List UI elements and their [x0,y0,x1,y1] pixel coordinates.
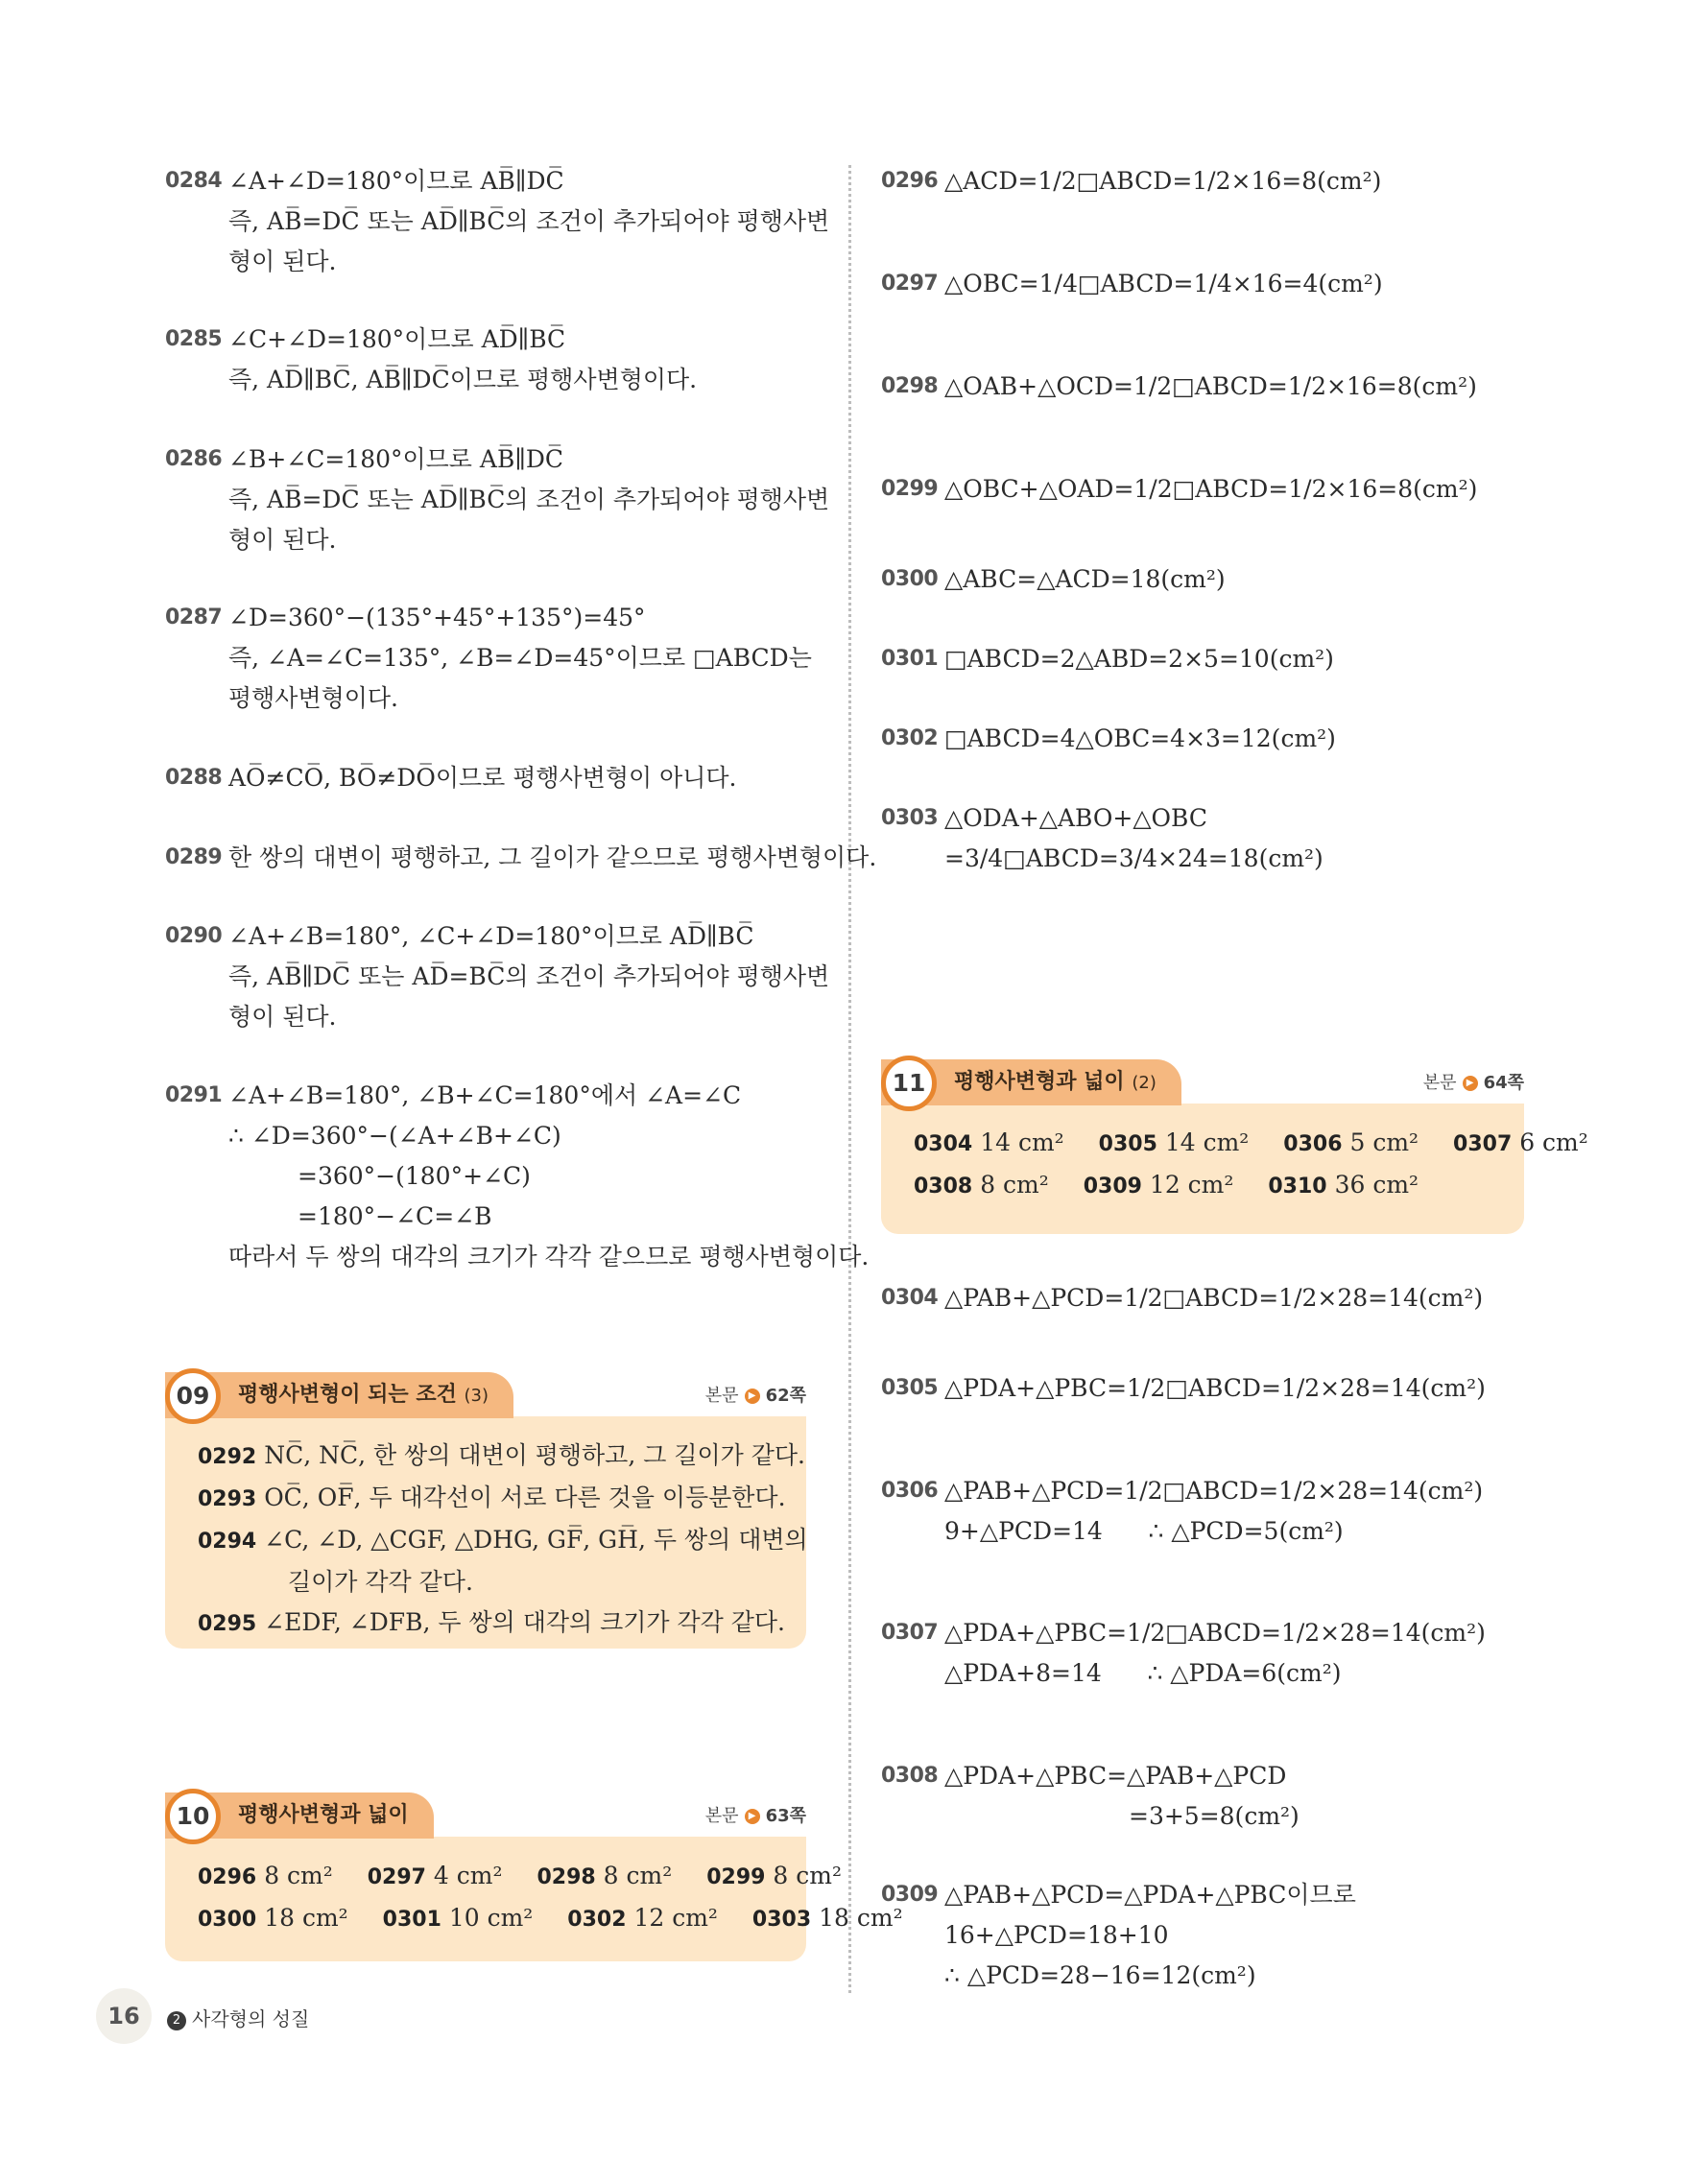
answer-item [1084,1165,1234,1207]
problem-0286 [165,439,830,560]
problem-line: □ABCD=4△OBC=4×3=12(cm²) [944,724,1336,752]
problem-line: 형이 된다. [228,248,337,275]
problem-number: 0297 [881,272,939,296]
problem-number: 0304 [881,1286,939,1310]
answer-number: 0299 [706,1865,766,1889]
problem-0301 [881,639,1534,679]
problem-line: △OBC=1/4□ABCD=1/4×16=4(cm²) [944,270,1383,297]
problem-0308 [881,1756,1534,1837]
problem-line: ∴ △PCD=28−16=12(cm²) [944,1961,1256,1989]
problem-number: 0307 [881,1621,939,1645]
answer-value: 14 cm² [980,1128,1064,1156]
answer-item [1453,1123,1588,1165]
page-number: 16 [96,1988,152,2044]
problem-number: 0285 [165,327,223,351]
problem-0299 [881,469,1534,510]
problem-line: 즉, AB̅=DC̅ 또는 AD̅∥BC̅의 조건이 추가되어야 평행사변 [228,207,830,235]
answer-value: 10 cm² [448,1904,534,1932]
problem-line: ∠C+∠D=180°이므로 AD̅∥BC̅ [228,325,566,353]
problem-number: 0298 [881,374,939,398]
answer-line [198,1436,805,1478]
answer-number: 0301 [382,1908,441,1932]
section-11 [881,1059,1588,1234]
section-number-badge: 09 [165,1368,221,1424]
problem-0309 [881,1875,1534,1996]
problem-0288 [165,758,818,798]
chapter-label [167,2004,309,2031]
textbook-reference [705,1802,806,1827]
answer-value: 8 cm² [603,1862,673,1889]
problem-line: △PAB+△PCD=1/2□ABCD=1/2×28=14(cm²) [944,1284,1484,1312]
problem-line: AO̅≠CO̅, BO̅≠DO̅이므로 평행사변형이 아니다. [228,764,737,792]
problem-line: □ABCD=2△ABD=2×5=10(cm²) [944,645,1334,673]
answer-item [198,1898,348,1940]
problem-number: 0291 [165,1083,223,1107]
problem-number: 0308 [881,1764,939,1788]
reference-label: 본문 [704,1386,739,1406]
problem-number: 0300 [881,567,939,591]
answer-line [198,1562,779,1602]
answer-text: OC̅, OF̅, 두 대각선이 서로 다른 것을 이등분한다. [264,1484,786,1511]
problem-number: 0290 [165,924,223,948]
answer-item [914,1165,1049,1207]
chapter-number-icon: 2 [167,2011,186,2030]
problem-line: 16+△PCD=18+10 [944,1921,1169,1949]
section-09 [165,1372,806,1649]
problem-0305 [881,1368,1534,1409]
problem-line: 따라서 두 쌍의 대각의 크기가 각각 같으므로 평행사변형이다. [228,1243,870,1270]
problem-line: △OAB+△OCD=1/2□ABCD=1/2×16=8(cm²) [944,372,1477,400]
problem-line: =3/4□ABCD=3/4×24=18(cm²) [944,844,1323,872]
problem-number: 0286 [165,447,223,471]
problem-line: △PAB+△PCD=△PDA+△PBC이므로 [944,1881,1356,1909]
answer-row [198,1898,903,1940]
answer-number: 0292 [198,1445,257,1469]
answer-value: 12 cm² [633,1904,718,1932]
reference-label: 본문 [704,1806,739,1826]
problem-0307 [881,1613,1534,1694]
problem-0285 [165,320,818,400]
answer-line [198,1520,808,1562]
answer-text: 길이가 각각 같다. [288,1568,473,1596]
problem-line: △OBC+△OAD=1/2□ABCD=1/2×16=8(cm²) [944,475,1478,503]
problem-0302 [881,719,1534,759]
answer-number: 0295 [198,1612,257,1636]
answer-row [198,1856,842,1898]
problem-number: 0288 [165,766,223,790]
answer-value: 18 cm² [819,1904,903,1932]
section-answer-box [881,1104,1588,1234]
column-divider [848,165,851,1993]
answer-item [1283,1123,1419,1165]
problem-line: 즉, AB̅=DC̅ 또는 AD̅∥BC̅의 조건이 추가되어야 평행사변 [228,486,830,513]
answer-number: 0294 [198,1530,257,1554]
answer-item [567,1898,718,1940]
section-number-badge: 11 [881,1056,937,1111]
arrow-right-icon: ▶ [1463,1076,1478,1091]
problem-0289 [165,838,877,878]
section-title: 평행사변형이 되는 조건 [238,1383,457,1407]
problem-number: 0284 [165,169,223,193]
problem-0300 [881,559,1534,600]
problem-number: 0309 [881,1883,939,1907]
problem-line: 형이 된다. [228,526,337,554]
problem-line: △ODA+△ABO+△OBC [944,804,1208,832]
problem-line: ∴ ∠D=360°−(∠A+∠B+∠C) [228,1122,561,1150]
problem-line: ∠A+∠D=180°이므로 AB̅∥DC̅ [228,167,564,195]
answer-number: 0307 [1453,1132,1513,1156]
answer-item [537,1856,672,1898]
section-part: (2) [1132,1073,1156,1093]
problem-line: △ABC=△ACD=18(cm²) [944,565,1226,593]
answer-line [198,1478,786,1520]
section-title: 평행사변형과 넓이 [954,1070,1125,1094]
reference-page: 64쪽 [1483,1073,1524,1093]
problem-number: 0302 [881,726,939,750]
problem-line: ∠B+∠C=180°이므로 AB̅∥DC̅ [228,445,564,473]
problem-0290 [165,916,830,1037]
reference-page: 63쪽 [765,1806,806,1826]
answer-item [1268,1165,1419,1207]
problem-number: 0301 [881,647,939,671]
answer-number: 0304 [914,1132,973,1156]
problem-line: 형이 된다. [228,1003,337,1031]
answer-item [706,1856,842,1898]
problem-line: △PDA+△PBC=1/2□ABCD=1/2×28=14(cm²) [944,1374,1486,1402]
answer-row [914,1123,1588,1165]
answer-value: 6 cm² [1519,1128,1588,1156]
answer-number: 0300 [198,1908,257,1932]
answer-value: 4 cm² [433,1862,503,1889]
answer-value: 14 cm² [1164,1128,1250,1156]
problem-line: 즉, AB̅∥DC̅ 또는 AD̅=BC̅의 조건이 추가되어야 평행사변 [228,962,830,990]
section-answer-box [165,1416,806,1649]
problem-line: 9+△PCD=14 ∴ △PCD=5(cm²) [944,1517,1344,1545]
problem-0287 [165,598,818,719]
answer-item [914,1123,1064,1165]
problem-line: △ACD=1/2□ABCD=1/2×16=8(cm²) [944,167,1382,195]
problem-0291 [165,1076,870,1277]
problem-0296 [881,161,1534,202]
problem-number: 0303 [881,806,939,830]
problem-line: △PDA+8=14 ∴ △PDA=6(cm²) [944,1659,1342,1687]
problem-0284 [165,161,830,282]
textbook-reference [1423,1069,1524,1094]
problem-line: △PDA+△PBC=1/2□ABCD=1/2×28=14(cm²) [944,1619,1486,1647]
textbook-reference [705,1382,806,1407]
problem-line: 즉, ∠A=∠C=135°, ∠B=∠D=45°이므로 □ABCD는 [228,644,812,672]
problem-0303 [881,798,1534,879]
answer-value: 8 cm² [980,1171,1049,1199]
problem-line: ∠D=360°−(135°+45°+135°)=45° [228,604,646,631]
answer-item [1099,1123,1250,1165]
problem-0304 [881,1278,1534,1318]
problem-line: ∠A+∠B=180°, ∠B+∠C=180°에서 ∠A=∠C [228,1081,742,1109]
section-number-badge: 10 [165,1789,221,1844]
answer-item [368,1856,503,1898]
problem-line: =360°−(180°+∠C) [298,1162,531,1190]
section-part: (3) [464,1386,489,1406]
problem-line: △PDA+△PBC=△PAB+△PCD [944,1762,1287,1790]
answer-value: 5 cm² [1349,1128,1419,1156]
answer-number: 0306 [1283,1132,1343,1156]
problem-number: 0306 [881,1479,939,1503]
problem-0297 [881,264,1534,304]
answer-value: 12 cm² [1149,1171,1234,1199]
answer-value: 8 cm² [264,1862,333,1889]
answer-number: 0298 [537,1865,596,1889]
problem-0306 [881,1471,1534,1552]
answer-number: 0303 [751,1908,812,1932]
section-10 [165,1792,903,1961]
answer-text: ∠EDF, ∠DFB, 두 쌍의 대각의 크기가 각각 같다. [264,1608,786,1636]
problem-number: 0296 [881,169,939,193]
section-answer-box [165,1837,903,1961]
answer-number: 0309 [1083,1175,1142,1199]
answer-item [383,1898,534,1940]
answer-number: 0308 [914,1175,973,1199]
answer-line [198,1602,786,1645]
reference-page: 62쪽 [765,1386,806,1406]
problem-line: ∠A+∠B=180°, ∠C+∠D=180°이므로 AD̅∥BC̅ [228,922,754,950]
arrow-right-icon: ▶ [745,1389,760,1404]
answer-text: NC̅, NC̅, 한 쌍의 대변이 평행하고, 그 길이가 같다. [264,1441,805,1469]
problem-line: 즉, AD̅∥BC̅, AB̅∥DC̅이므로 평행사변형이다. [228,366,698,393]
answer-value: 36 cm² [1334,1171,1419,1199]
arrow-right-icon: ▶ [745,1809,760,1824]
problem-0298 [881,367,1534,407]
answer-number: 0293 [198,1487,257,1511]
problem-line: △PAB+△PCD=1/2□ABCD=1/2×28=14(cm²) [944,1477,1484,1505]
problem-number: 0299 [881,477,939,501]
problem-line: 평행사변형이다. [228,684,398,712]
chapter-title: 사각형의 성질 [192,2007,310,2030]
answer-text: ∠C, ∠D, △CGF, △DHG, GF̅, GH̅, 두 쌍의 대변의 [264,1526,808,1554]
answer-number: 0302 [567,1908,627,1932]
answer-value: 18 cm² [264,1904,348,1932]
problem-line: 한 쌍의 대변이 평행하고, 그 길이가 같으므로 평행사변형이다. [228,843,877,871]
problem-line: =180°−∠C=∠B [298,1202,492,1230]
problem-line: =3+5=8(cm²) [1129,1802,1300,1830]
problem-number: 0305 [881,1376,939,1400]
answer-number: 0296 [198,1865,257,1889]
answer-number: 0310 [1268,1175,1327,1199]
problem-number: 0289 [165,845,223,869]
section-title: 평행사변형과 넓이 [238,1803,409,1827]
answer-item [198,1856,333,1898]
answer-row [914,1165,1497,1207]
problem-number: 0287 [165,605,223,629]
answer-number: 0297 [367,1865,426,1889]
answer-number: 0305 [1098,1132,1157,1156]
answer-value: 8 cm² [773,1862,842,1889]
reference-label: 본문 [1422,1073,1457,1093]
